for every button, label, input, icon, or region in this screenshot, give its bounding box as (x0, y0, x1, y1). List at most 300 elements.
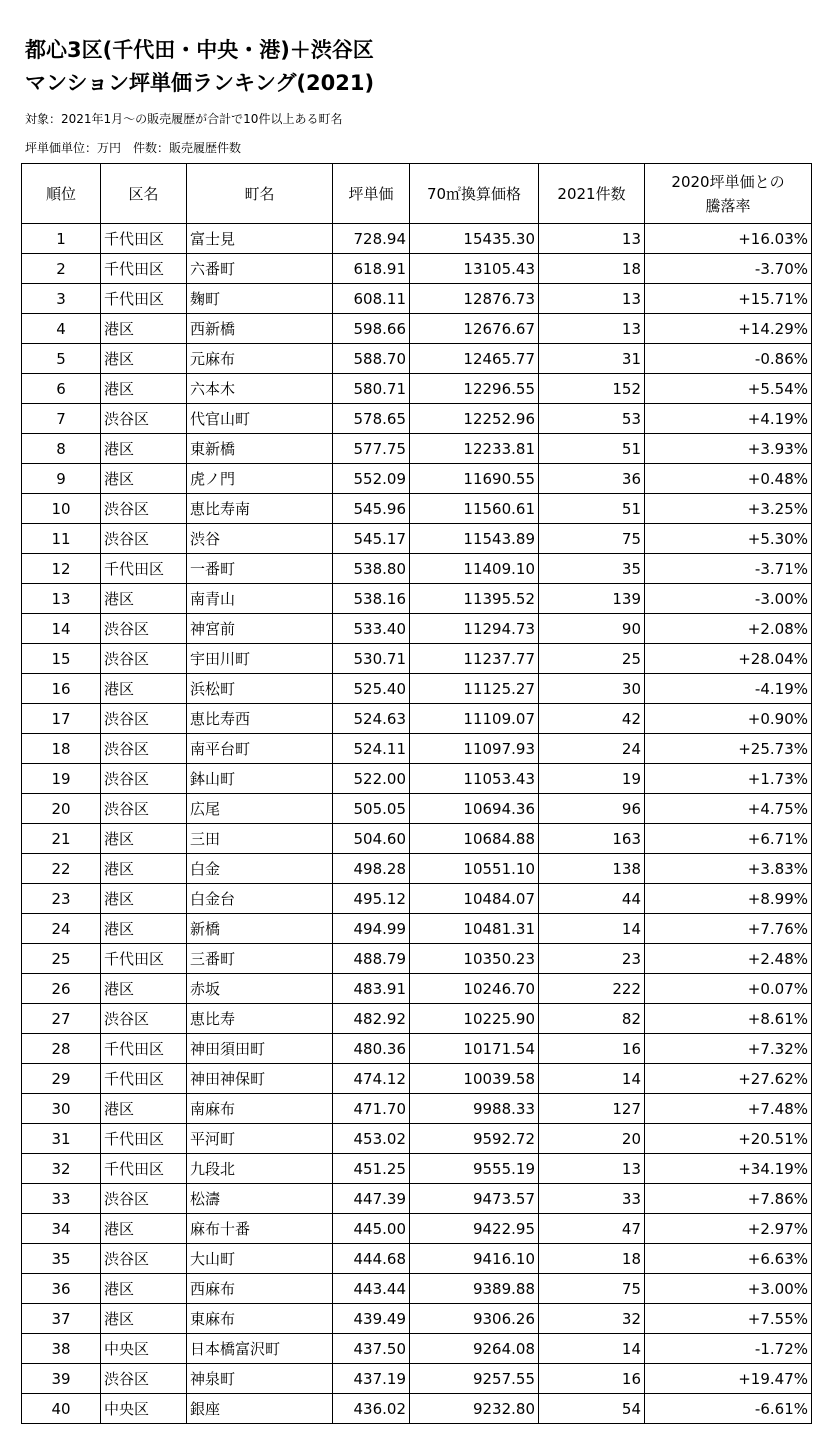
cell-converted-price: 12465.77 (410, 344, 539, 374)
table-row (22, 224, 812, 254)
cell-price: 538.80 (333, 554, 410, 584)
cell-converted-price: 10039.58 (410, 1064, 539, 1094)
cell-rank: 38 (22, 1334, 101, 1364)
cell-ward: 千代田区 (101, 554, 187, 584)
cell-price: 453.02 (333, 1124, 410, 1154)
cell-price: 439.49 (333, 1304, 410, 1334)
cell-rank: 9 (22, 464, 101, 494)
page-title-line2: マンション坪単価ランキング(2021) (25, 71, 375, 95)
cell-converted-price: 11097.93 (410, 734, 539, 764)
cell-converted-price: 10684.88 (410, 824, 539, 854)
cell-count: 139 (539, 584, 645, 614)
cell-ward: 中央区 (101, 1334, 187, 1364)
cell-converted-price: 9416.10 (410, 1244, 539, 1274)
cell-town: 六番町 (187, 254, 333, 284)
table-row (22, 644, 812, 674)
cell-town: 東新橋 (187, 434, 333, 464)
cell-ward: 千代田区 (101, 224, 187, 254)
cell-town: 神泉町 (187, 1364, 333, 1394)
cell-town: 恵比寿西 (187, 704, 333, 734)
cell-ward: 渋谷区 (101, 524, 187, 554)
cell-price: 443.44 (333, 1274, 410, 1304)
cell-ward: 渋谷区 (101, 1244, 187, 1274)
cell-count: 36 (539, 464, 645, 494)
cell-town: 神宮前 (187, 614, 333, 644)
page-title-line1: 都心3区(千代田・中央・港)＋渋谷区 (25, 38, 374, 62)
cell-change: +34.19% (645, 1154, 812, 1184)
cell-change: +0.48% (645, 464, 812, 494)
cell-change: +0.07% (645, 974, 812, 1004)
cell-converted-price: 10484.07 (410, 884, 539, 914)
table-row (22, 404, 812, 434)
cell-count: 47 (539, 1214, 645, 1244)
cell-count: 19 (539, 764, 645, 794)
table-row (22, 824, 812, 854)
cell-price: 545.96 (333, 494, 410, 524)
table-row (22, 254, 812, 284)
cell-ward: 渋谷区 (101, 794, 187, 824)
table-header-row (22, 164, 812, 224)
cell-change: +4.75% (645, 794, 812, 824)
cell-count: 35 (539, 554, 645, 584)
cell-change: +7.86% (645, 1184, 812, 1214)
cell-count: 25 (539, 644, 645, 674)
cell-rank: 23 (22, 884, 101, 914)
cell-rank: 29 (22, 1064, 101, 1094)
cell-rank: 16 (22, 674, 101, 704)
table-row (22, 524, 812, 554)
table-row (22, 554, 812, 584)
cell-rank: 31 (22, 1124, 101, 1154)
cell-change: -6.61% (645, 1394, 812, 1424)
cell-rank: 1 (22, 224, 101, 254)
table-row (22, 1394, 812, 1424)
cell-ward: 渋谷区 (101, 404, 187, 434)
cell-rank: 20 (22, 794, 101, 824)
cell-town: 新橋 (187, 914, 333, 944)
cell-ward: 港区 (101, 674, 187, 704)
cell-town: 西麻布 (187, 1274, 333, 1304)
cell-converted-price: 10551.10 (410, 854, 539, 884)
cell-price: 524.63 (333, 704, 410, 734)
header-count: 2021件数 (539, 164, 645, 224)
cell-rank: 35 (22, 1244, 101, 1274)
table-row (22, 434, 812, 464)
cell-change: +15.71% (645, 284, 812, 314)
cell-rank: 25 (22, 944, 101, 974)
cell-price: 530.71 (333, 644, 410, 674)
cell-ward: 港区 (101, 974, 187, 1004)
cell-ward: 渋谷区 (101, 1364, 187, 1394)
cell-ward: 渋谷区 (101, 1004, 187, 1034)
cell-price: 580.71 (333, 374, 410, 404)
table-row (22, 1304, 812, 1334)
cell-town: 恵比寿 (187, 1004, 333, 1034)
cell-count: 23 (539, 944, 645, 974)
cell-converted-price: 11109.07 (410, 704, 539, 734)
cell-town: 六本木 (187, 374, 333, 404)
cell-count: 138 (539, 854, 645, 884)
cell-change: +27.62% (645, 1064, 812, 1094)
cell-converted-price: 11543.89 (410, 524, 539, 554)
table-row (22, 1124, 812, 1154)
cell-change: +2.97% (645, 1214, 812, 1244)
cell-rank: 17 (22, 704, 101, 734)
header-change (645, 164, 812, 224)
cell-ward: 港区 (101, 434, 187, 464)
cell-rank: 36 (22, 1274, 101, 1304)
table-row (22, 704, 812, 734)
cell-change: +14.29% (645, 314, 812, 344)
cell-price: 437.50 (333, 1334, 410, 1364)
cell-town: 大山町 (187, 1244, 333, 1274)
cell-count: 96 (539, 794, 645, 824)
table-row (22, 1364, 812, 1394)
cell-rank: 37 (22, 1304, 101, 1334)
cell-change: +8.61% (645, 1004, 812, 1034)
unit-note: 坪単価単位：万円 件数：販売履歴件数 (25, 141, 242, 155)
cell-price: 471.70 (333, 1094, 410, 1124)
cell-count: 82 (539, 1004, 645, 1034)
cell-town: 浜松町 (187, 674, 333, 704)
cell-ward: 渋谷区 (101, 494, 187, 524)
cell-converted-price: 11395.52 (410, 584, 539, 614)
cell-change: +3.00% (645, 1274, 812, 1304)
cell-change: -3.71% (645, 554, 812, 584)
cell-ward: 千代田区 (101, 1064, 187, 1094)
cell-change: -4.19% (645, 674, 812, 704)
cell-converted-price: 10225.90 (410, 1004, 539, 1034)
cell-converted-price: 9232.80 (410, 1394, 539, 1424)
cell-ward: 千代田区 (101, 284, 187, 314)
table-body (22, 224, 812, 1424)
cell-town: 平河町 (187, 1124, 333, 1154)
cell-town: 南青山 (187, 584, 333, 614)
cell-change: +25.73% (645, 734, 812, 764)
header-converted-price: 70㎡換算価格 (410, 164, 539, 224)
cell-town: 松濤 (187, 1184, 333, 1214)
cell-price: 445.00 (333, 1214, 410, 1244)
cell-converted-price: 11560.61 (410, 494, 539, 524)
cell-converted-price: 9555.19 (410, 1154, 539, 1184)
cell-rank: 18 (22, 734, 101, 764)
cell-price: 488.79 (333, 944, 410, 974)
cell-change: +7.32% (645, 1034, 812, 1064)
cell-converted-price: 10171.54 (410, 1034, 539, 1064)
cell-ward: 港区 (101, 824, 187, 854)
cell-ward: 港区 (101, 1274, 187, 1304)
cell-price: 495.12 (333, 884, 410, 914)
cell-count: 53 (539, 404, 645, 434)
cell-town: 銀座 (187, 1394, 333, 1424)
cell-converted-price: 12876.73 (410, 284, 539, 314)
cell-town: 南麻布 (187, 1094, 333, 1124)
cell-price: 505.05 (333, 794, 410, 824)
cell-price: 451.25 (333, 1154, 410, 1184)
cell-ward: 港区 (101, 884, 187, 914)
cell-town: 九段北 (187, 1154, 333, 1184)
cell-price: 533.40 (333, 614, 410, 644)
table-row (22, 284, 812, 314)
cell-town: 赤坂 (187, 974, 333, 1004)
cell-converted-price: 12296.55 (410, 374, 539, 404)
cell-price: 444.68 (333, 1244, 410, 1274)
cell-count: 14 (539, 914, 645, 944)
cell-count: 13 (539, 224, 645, 254)
cell-rank: 4 (22, 314, 101, 344)
cell-price: 552.09 (333, 464, 410, 494)
table-row (22, 734, 812, 764)
cell-town: 恵比寿南 (187, 494, 333, 524)
cell-price: 494.99 (333, 914, 410, 944)
cell-town: 三田 (187, 824, 333, 854)
cell-change: +19.47% (645, 1364, 812, 1394)
cell-change: +20.51% (645, 1124, 812, 1154)
cell-change: +5.54% (645, 374, 812, 404)
cell-rank: 39 (22, 1364, 101, 1394)
cell-ward: 千代田区 (101, 1154, 187, 1184)
cell-ward: 港区 (101, 344, 187, 374)
cell-count: 18 (539, 1244, 645, 1274)
table-row (22, 944, 812, 974)
cell-count: 14 (539, 1334, 645, 1364)
cell-town: 富士見 (187, 224, 333, 254)
table-row (22, 1004, 812, 1034)
cell-rank: 24 (22, 914, 101, 944)
cell-ward: 千代田区 (101, 944, 187, 974)
cell-ward: 渋谷区 (101, 644, 187, 674)
table-row (22, 764, 812, 794)
cell-price: 577.75 (333, 434, 410, 464)
cell-converted-price: 12252.96 (410, 404, 539, 434)
cell-converted-price: 11237.77 (410, 644, 539, 674)
cell-converted-price: 9988.33 (410, 1094, 539, 1124)
header-price: 坪単価 (333, 164, 410, 224)
cell-converted-price: 9264.08 (410, 1334, 539, 1364)
cell-count: 24 (539, 734, 645, 764)
cell-change: +1.73% (645, 764, 812, 794)
cell-rank: 5 (22, 344, 101, 374)
cell-converted-price: 11409.10 (410, 554, 539, 584)
cell-price: 447.39 (333, 1184, 410, 1214)
cell-count: 33 (539, 1184, 645, 1214)
cell-town: 宇田川町 (187, 644, 333, 674)
cell-ward: 港区 (101, 1304, 187, 1334)
target-note: 対象：2021年1月～の販売履歴が合計で10件以上ある町名 (25, 112, 343, 126)
cell-price: 437.19 (333, 1364, 410, 1394)
cell-price: 482.92 (333, 1004, 410, 1034)
table-row (22, 614, 812, 644)
cell-rank: 21 (22, 824, 101, 854)
cell-change: +0.90% (645, 704, 812, 734)
cell-count: 127 (539, 1094, 645, 1124)
cell-count: 30 (539, 674, 645, 704)
cell-ward: 港区 (101, 1094, 187, 1124)
cell-town: 虎ノ門 (187, 464, 333, 494)
cell-count: 51 (539, 434, 645, 464)
cell-converted-price: 10694.36 (410, 794, 539, 824)
cell-town: 南平台町 (187, 734, 333, 764)
cell-change: +3.93% (645, 434, 812, 464)
cell-town: 一番町 (187, 554, 333, 584)
ranking-table (21, 163, 812, 1424)
table-row (22, 794, 812, 824)
cell-rank: 8 (22, 434, 101, 464)
cell-rank: 7 (22, 404, 101, 434)
cell-town: 元麻布 (187, 344, 333, 374)
cell-count: 42 (539, 704, 645, 734)
table-row (22, 494, 812, 524)
cell-rank: 13 (22, 584, 101, 614)
cell-converted-price: 11690.55 (410, 464, 539, 494)
cell-ward: 千代田区 (101, 1034, 187, 1064)
cell-rank: 3 (22, 284, 101, 314)
cell-ward: 港区 (101, 464, 187, 494)
cell-ward: 港区 (101, 584, 187, 614)
cell-price: 474.12 (333, 1064, 410, 1094)
cell-count: 16 (539, 1364, 645, 1394)
header-change-line1: 2020坪単価との (671, 172, 785, 191)
cell-town: 麹町 (187, 284, 333, 314)
table-row (22, 1244, 812, 1274)
cell-count: 20 (539, 1124, 645, 1154)
cell-count: 32 (539, 1304, 645, 1334)
table-row (22, 1184, 812, 1214)
cell-price: 525.40 (333, 674, 410, 704)
cell-converted-price: 13105.43 (410, 254, 539, 284)
cell-count: 31 (539, 344, 645, 374)
cell-converted-price: 15435.30 (410, 224, 539, 254)
cell-price: 524.11 (333, 734, 410, 764)
cell-price: 480.36 (333, 1034, 410, 1064)
cell-change: +7.48% (645, 1094, 812, 1124)
cell-converted-price: 11294.73 (410, 614, 539, 644)
cell-ward: 港区 (101, 914, 187, 944)
cell-change: -0.86% (645, 344, 812, 374)
cell-count: 152 (539, 374, 645, 404)
cell-town: 渋谷 (187, 524, 333, 554)
cell-count: 14 (539, 1064, 645, 1094)
cell-ward: 港区 (101, 1214, 187, 1244)
cell-count: 18 (539, 254, 645, 284)
cell-converted-price: 10350.23 (410, 944, 539, 974)
cell-count: 75 (539, 524, 645, 554)
cell-town: 神田須田町 (187, 1034, 333, 1064)
cell-price: 436.02 (333, 1394, 410, 1424)
cell-price: 522.00 (333, 764, 410, 794)
cell-town: 東麻布 (187, 1304, 333, 1334)
cell-ward: 渋谷区 (101, 764, 187, 794)
cell-rank: 10 (22, 494, 101, 524)
table-row (22, 584, 812, 614)
table-row (22, 1274, 812, 1304)
cell-price: 504.60 (333, 824, 410, 854)
cell-town: 鉢山町 (187, 764, 333, 794)
cell-ward: 渋谷区 (101, 734, 187, 764)
cell-count: 16 (539, 1034, 645, 1064)
cell-ward: 渋谷区 (101, 704, 187, 734)
cell-count: 13 (539, 314, 645, 344)
cell-price: 483.91 (333, 974, 410, 1004)
table-row (22, 914, 812, 944)
cell-change: +8.99% (645, 884, 812, 914)
cell-count: 222 (539, 974, 645, 1004)
table-row (22, 974, 812, 1004)
table-row (22, 1154, 812, 1184)
cell-count: 54 (539, 1394, 645, 1424)
header-rank: 順位 (22, 164, 101, 224)
table-row (22, 1334, 812, 1364)
cell-town: 神田神保町 (187, 1064, 333, 1094)
cell-converted-price: 9306.26 (410, 1304, 539, 1334)
cell-town: 西新橋 (187, 314, 333, 344)
cell-converted-price: 11125.27 (410, 674, 539, 704)
cell-ward: 千代田区 (101, 254, 187, 284)
cell-price: 588.70 (333, 344, 410, 374)
cell-rank: 27 (22, 1004, 101, 1034)
cell-change: +7.55% (645, 1304, 812, 1334)
cell-change: +3.83% (645, 854, 812, 884)
cell-change: -3.70% (645, 254, 812, 284)
cell-converted-price: 9422.95 (410, 1214, 539, 1244)
cell-converted-price: 11053.43 (410, 764, 539, 794)
cell-rank: 32 (22, 1154, 101, 1184)
cell-count: 90 (539, 614, 645, 644)
cell-town: 白金台 (187, 884, 333, 914)
cell-town: 白金 (187, 854, 333, 884)
header-town: 町名 (187, 164, 333, 224)
cell-converted-price: 10246.70 (410, 974, 539, 1004)
cell-count: 51 (539, 494, 645, 524)
cell-count: 13 (539, 1154, 645, 1184)
cell-rank: 6 (22, 374, 101, 404)
cell-rank: 11 (22, 524, 101, 554)
cell-ward: 港区 (101, 854, 187, 884)
cell-converted-price: 9257.55 (410, 1364, 539, 1394)
cell-price: 578.65 (333, 404, 410, 434)
cell-change: +4.19% (645, 404, 812, 434)
cell-rank: 12 (22, 554, 101, 584)
cell-change: +2.08% (645, 614, 812, 644)
cell-change: +3.25% (645, 494, 812, 524)
table-row (22, 344, 812, 374)
cell-change: +6.63% (645, 1244, 812, 1274)
cell-change: -3.00% (645, 584, 812, 614)
cell-rank: 34 (22, 1214, 101, 1244)
table-row (22, 1034, 812, 1064)
cell-rank: 14 (22, 614, 101, 644)
cell-converted-price: 10481.31 (410, 914, 539, 944)
table-row (22, 314, 812, 344)
cell-ward: 千代田区 (101, 1124, 187, 1154)
cell-change: +16.03% (645, 224, 812, 254)
cell-ward: 渋谷区 (101, 614, 187, 644)
table-row (22, 1064, 812, 1094)
cell-price: 498.28 (333, 854, 410, 884)
cell-count: 13 (539, 284, 645, 314)
cell-rank: 28 (22, 1034, 101, 1064)
table-row (22, 884, 812, 914)
cell-town: 三番町 (187, 944, 333, 974)
cell-price: 538.16 (333, 584, 410, 614)
cell-change: +6.71% (645, 824, 812, 854)
cell-converted-price: 9473.57 (410, 1184, 539, 1214)
cell-change: +2.48% (645, 944, 812, 974)
cell-price: 598.66 (333, 314, 410, 344)
cell-count: 163 (539, 824, 645, 854)
cell-town: 広尾 (187, 794, 333, 824)
cell-rank: 2 (22, 254, 101, 284)
